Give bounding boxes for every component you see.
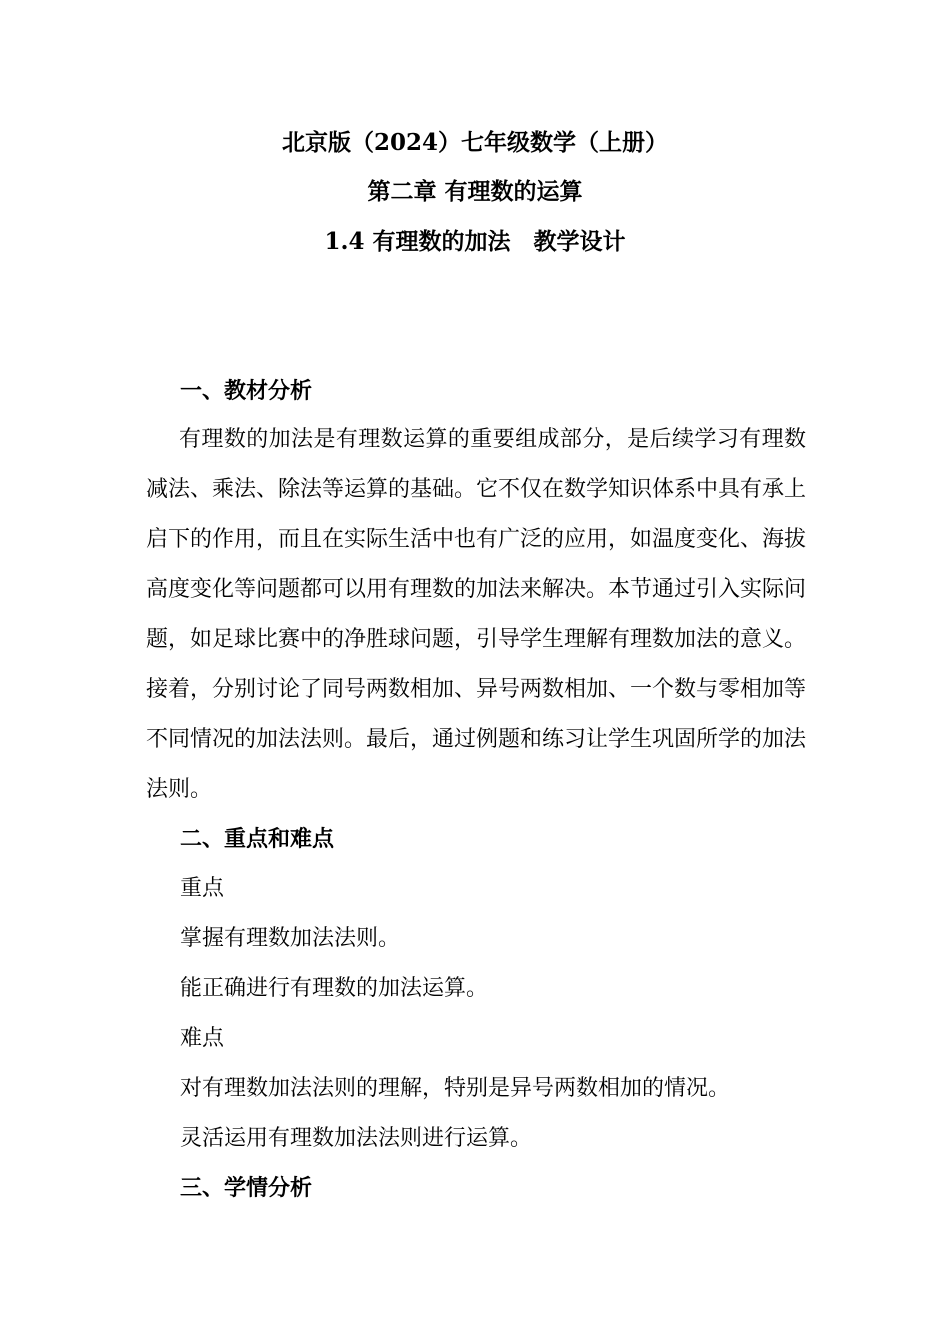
lesson-title: 1.4 有理数的加法 教学设计 <box>324 228 626 255</box>
difficulty-item-1: 对有理数加法法则的理解，特别是异号两数相加的情况。 <box>180 1076 731 1101</box>
textbook-analysis-paragraph: 有理数的加法是有理数运算的重要组成部分，是后续学习有理数减法、乘法、除法等运算的基础。它不仅在数学知识体系中具有承上启下的作用，而且在实际生活中也有广泛的应用，如温度变化、海拔高度变化等问题都可以用有理数的加法来解决。本节通过引入实际问题，如足球比赛中的净胜球问题，引导学生理解有理数加法的意义。接着，分别讨论了同号两数相加、异号两数相加、一个数与零相加等不同情况的加法法则。最后，通过例题和练习让学生巩固所学的加法法则。 <box>146 427 807 802</box>
book-title: 北京版（2024）七年级数学（上册） <box>281 129 668 156</box>
section-heading-key-points: 二、重点和难点 <box>180 826 335 852</box>
focus-label: 重点 <box>180 876 225 901</box>
difficulty-item-2: 灵活运用有理数加法法则进行运算。 <box>180 1126 533 1151</box>
section-heading-student-analysis: 三、学情分析 <box>180 1175 313 1201</box>
focus-item-1: 掌握有理数加法法则。 <box>180 926 401 951</box>
difficulty-label: 难点 <box>180 1026 225 1051</box>
section-heading-textbook-analysis: 一、教材分析 <box>180 378 313 404</box>
focus-item-2: 能正确进行有理数的加法运算。 <box>180 976 489 1001</box>
chapter-title: 第二章 有理数的运算 <box>367 178 583 205</box>
